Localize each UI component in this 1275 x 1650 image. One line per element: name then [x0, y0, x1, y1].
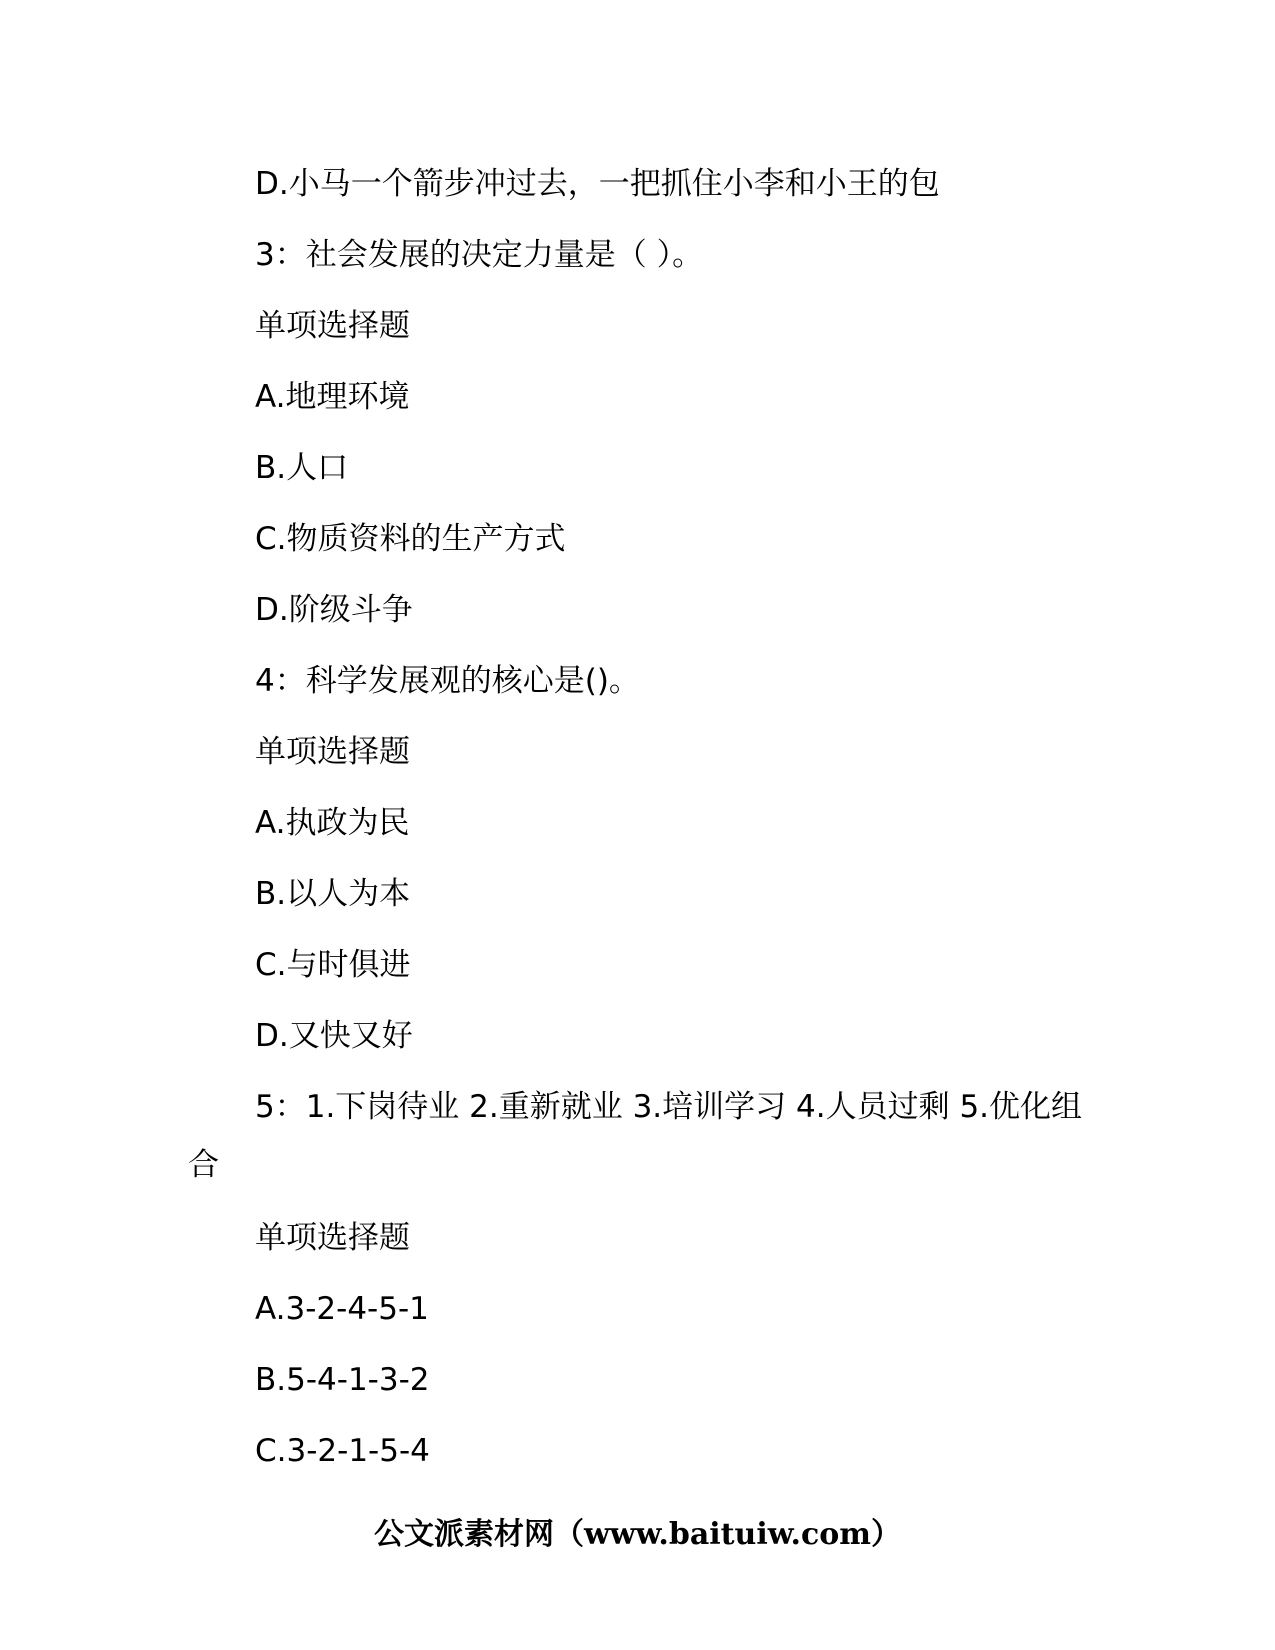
q3-type: 单项选择题 — [255, 308, 410, 344]
q3-option-c: C.物质资料的生产方式 — [255, 521, 566, 557]
q4-option-a: A.执政为民 — [255, 805, 410, 841]
q4-option-b: B.以人为本 — [255, 876, 411, 912]
footer-watermark: 公文派素材网（www.baituiw.com） — [373, 1517, 902, 1552]
q4-question: 4：科学发展观的核心是()。 — [255, 663, 640, 699]
q3-option-d: D.阶级斗争 — [255, 592, 413, 628]
q5-type: 单项选择题 — [255, 1220, 410, 1256]
q4-type: 单项选择题 — [255, 734, 410, 770]
q3-option-a: A.地理环境 — [255, 379, 410, 415]
q5-question: 5：1.下岗待业 2.重新就业 3.培训学习 4.人员过剩 5.优化组合 — [188, 1089, 1083, 1183]
q3-question: 3：社会发展的决定力量是（ ）。 — [255, 237, 704, 273]
q4-option-d: D.又快又好 — [255, 1018, 413, 1054]
q3-option-b: B.人口 — [255, 450, 349, 486]
q2-option-d: D.小马一个箭步冲过去，一把抓住小李和小王的包 — [255, 166, 940, 202]
q5-option-b: B.5-4-1-3-2 — [255, 1362, 430, 1398]
q4-option-c: C.与时俱进 — [255, 947, 411, 983]
q5-option-c: C.3-2-1-5-4 — [255, 1433, 430, 1469]
q5-option-a: A.3-2-4-5-1 — [255, 1291, 429, 1327]
